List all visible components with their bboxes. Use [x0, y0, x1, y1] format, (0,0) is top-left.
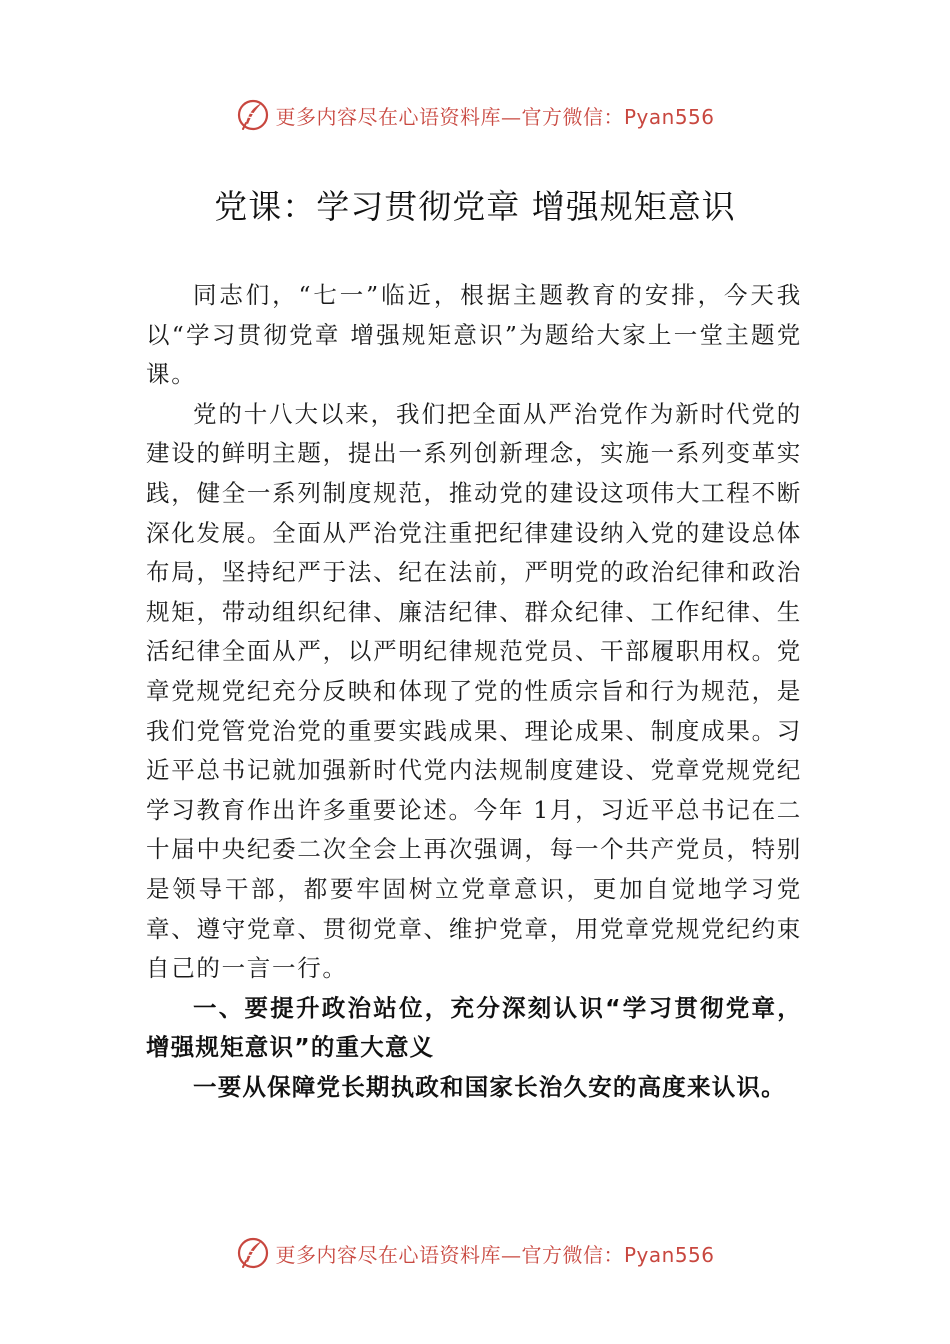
header-banner-text: 更多内容尽在心语资料库—官方微信：Pyan556: [275, 104, 715, 129]
feather-logo-icon: [235, 1235, 271, 1271]
document-body: [146, 276, 802, 1107]
header-watermark-banner: [0, 93, 950, 137]
footer-banner-text: 更多内容尽在心语资料库—官方微信：Pyan556: [275, 1242, 715, 1267]
section-heading-1: 一、要提升政治站位，充分深刻认识“学习贯彻党章，增强规矩意识”的重大意义: [146, 993, 802, 1062]
paragraph-main: 党的十八大以来，我们把全面从严治党作为新时代党的建设的鲜明主题，提出一系列创新理念，实施一系列变革实践，健全一系列制度规范，推动党的建设这项伟大工程不断深化发展。全面从严治党注重把纪律建设纳入党的建设总体布局，坚持纪严于法、纪在法前，严明党的政治纪律和政治规矩，带动组织纪律、廉洁纪律、群众纪律、工作纪律、生活纪律全面从严，以严明纪律规范党员、干部履职用权。党章党规党纪充分反映和体现了党的性质宗旨和行为规范，是我们党管党治党的重要实践成果、理论成果、制度成果。习近平总书记就加强新时代党内法规制度建设、党章党规党纪学习教育作出许多重要论述。今年 1月，习近平总书记在二十届中央纪委二次全会上再次强调，每一个共产党员，特别是领导干部，都要牢固树立党章意识，更加自觉地学习党章、遵守党章、贯彻党章、维护党章，用党章党规党纪约束自己的一言一行。: [146, 399, 802, 983]
document-title: 党课：学习贯彻党章 增强规矩意识: [214, 187, 736, 226]
feather-logo-icon: [235, 97, 271, 133]
paragraph-intro: 同志们，“七一”临近，根据主题教育的安排，今天我以“学习贯彻党章 增强规矩意识”为题给大家上一堂主题党课。: [146, 281, 802, 389]
footer-watermark-banner: [0, 1231, 950, 1275]
section-subheading-1: 一要从保障党长期执政和国家长治久安的高度来认识。: [193, 1072, 786, 1101]
